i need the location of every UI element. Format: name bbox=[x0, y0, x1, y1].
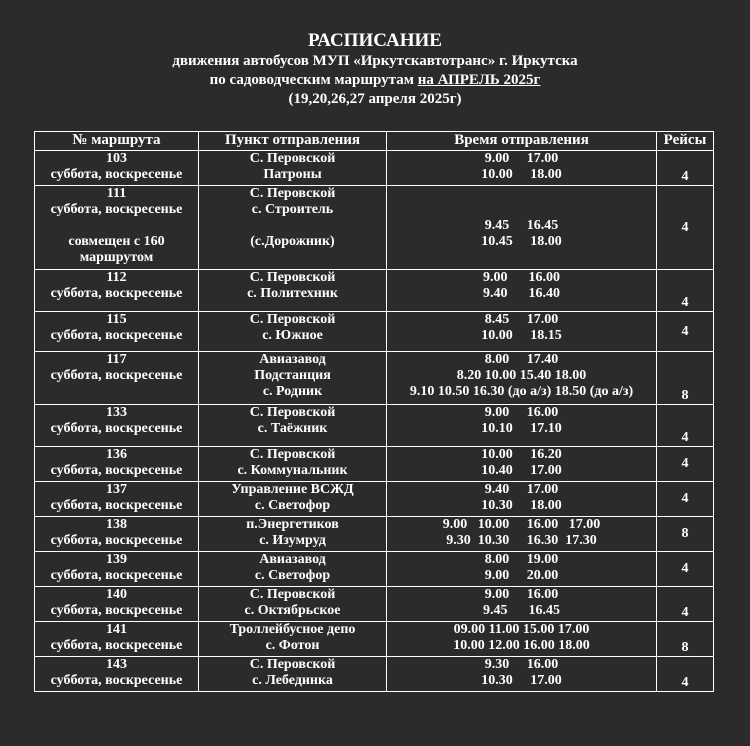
trips-cell: 8 bbox=[657, 352, 714, 405]
route-cell-line: 136 bbox=[106, 447, 127, 462]
table-row bbox=[35, 552, 714, 587]
trips-cell: 8 bbox=[657, 517, 714, 552]
trips-cell: 4 bbox=[657, 186, 714, 270]
departure-time-cell bbox=[387, 447, 657, 482]
departure-time-cell bbox=[387, 151, 657, 186]
route-cell bbox=[35, 270, 199, 312]
departure-point-cell bbox=[199, 186, 387, 270]
departure-time-cell-line: 9.00 20.00 bbox=[484, 568, 559, 583]
departure-point-cell bbox=[199, 622, 387, 657]
departure-point-cell-line: с. Светофор bbox=[254, 568, 331, 583]
departure-time-cell-line: 8.00 19.00 bbox=[484, 552, 559, 567]
departure-time-cell-line: 8.45 17.00 bbox=[484, 312, 559, 327]
route-cell bbox=[35, 587, 199, 622]
schedule-table-body bbox=[35, 151, 714, 692]
departure-point-cell-line: п.Энергетиков bbox=[246, 517, 339, 532]
trips-cell: 4 bbox=[657, 482, 714, 517]
route-cell-line: 133 bbox=[106, 405, 127, 420]
departure-point-cell bbox=[199, 270, 387, 312]
route-cell-line bbox=[37, 218, 196, 234]
column-header-departure-point: Пункт отправления bbox=[199, 132, 387, 151]
route-cell-line: 141 bbox=[106, 622, 127, 637]
departure-point-cell-line: Троллейбусное депо bbox=[229, 622, 356, 637]
departure-point-cell-line: С. Перовской bbox=[249, 270, 336, 285]
departure-time-cell-line: 10.00 16.20 bbox=[481, 447, 562, 462]
departure-time-cell bbox=[387, 312, 657, 352]
departure-point-cell-line: С. Перовской bbox=[249, 151, 336, 166]
route-cell-line: 137 bbox=[106, 482, 127, 497]
departure-point-cell bbox=[199, 352, 387, 405]
subtitle-prefix: по садоводческим маршрутам bbox=[209, 72, 414, 88]
departure-point-cell-line: с. Коммунальник bbox=[237, 463, 348, 478]
route-cell-line: 111 bbox=[106, 186, 127, 201]
departure-time-cell-line: 9.00 16.00 bbox=[483, 270, 560, 285]
table-row bbox=[35, 657, 714, 692]
departure-time-cell-line: 10.30 17.00 bbox=[481, 673, 562, 688]
column-header-route: № маршрута bbox=[35, 132, 199, 151]
departure-time-cell-line: 8.00 17.40 bbox=[484, 352, 559, 367]
trips-cell: 4 bbox=[657, 657, 714, 692]
route-cell-line: суббота, воскресенье bbox=[50, 463, 183, 478]
departure-point-cell bbox=[199, 517, 387, 552]
departure-point-cell-line: с. Фотон bbox=[265, 638, 320, 653]
route-cell bbox=[35, 151, 199, 186]
departure-time-cell bbox=[387, 552, 657, 587]
departure-point-cell-line: Авиазавод bbox=[259, 352, 326, 367]
trips-cell: 4 bbox=[657, 270, 714, 312]
route-cell bbox=[35, 352, 199, 405]
departure-point-cell-line: с. Строитель bbox=[251, 202, 334, 217]
departure-point-cell bbox=[199, 482, 387, 517]
departure-point-cell bbox=[199, 312, 387, 352]
route-cell-line: суббота, воскресенье bbox=[50, 202, 183, 217]
departure-point-cell-line: с. Родник bbox=[262, 384, 323, 399]
route-cell-line: маршрутом bbox=[79, 250, 154, 265]
departure-time-cell bbox=[387, 270, 657, 312]
column-header-departure-time: Время отправления bbox=[387, 132, 657, 151]
column-header-trips: Рейсы bbox=[657, 132, 714, 151]
departure-point-cell-line: с. Лебединка bbox=[252, 673, 333, 688]
trips-cell: 4 bbox=[657, 405, 714, 447]
table-row bbox=[35, 587, 714, 622]
route-cell-line: 112 bbox=[106, 270, 127, 285]
departure-point-cell-line: с. Политехник bbox=[247, 286, 338, 301]
table-row bbox=[35, 151, 714, 186]
departure-time-cell-line: 9.00 16.00 bbox=[484, 405, 559, 420]
route-cell-line: суббота, воскресенье bbox=[50, 533, 183, 548]
departure-time-cell bbox=[387, 657, 657, 692]
departure-time-cell bbox=[387, 482, 657, 517]
departure-time-cell bbox=[387, 405, 657, 447]
departure-point-cell-line: с. Октябрьское bbox=[244, 603, 341, 618]
route-cell bbox=[35, 517, 199, 552]
trips-cell: 4 bbox=[657, 587, 714, 622]
route-cell bbox=[35, 552, 199, 587]
departure-time-cell-line: 9.40 16.40 bbox=[483, 286, 560, 301]
departure-point-cell-line: С. Перовской bbox=[249, 657, 336, 672]
trips-cell: 4 bbox=[657, 447, 714, 482]
departure-time-cell bbox=[387, 517, 657, 552]
departure-time-cell-line: 9.40 17.00 bbox=[484, 482, 559, 497]
departure-time-cell-line: 8.20 10.00 15.40 18.00 bbox=[456, 368, 587, 383]
departure-point-cell-line: Подстанция bbox=[254, 368, 331, 383]
route-cell-line: суббота, воскресенье bbox=[50, 673, 183, 688]
route-cell-line: 115 bbox=[106, 312, 127, 327]
subtitle-dates: (19,20,26,27 апреля 2025г) bbox=[288, 91, 462, 107]
departure-time-cell-line: 9.45 16.45 bbox=[483, 603, 560, 618]
departure-time-cell bbox=[387, 622, 657, 657]
departure-time-cell-line: 9.00 16.00 bbox=[484, 587, 559, 602]
route-cell-line: суббота, воскресенье bbox=[50, 498, 183, 513]
route-cell-line: суббота, воскресенье bbox=[50, 568, 183, 583]
table-row bbox=[35, 405, 714, 447]
table-row bbox=[35, 186, 714, 270]
departure-point-cell bbox=[199, 151, 387, 186]
departure-point-cell-line: Патроны bbox=[263, 167, 322, 182]
route-cell-line: совмещен с 160 bbox=[68, 234, 165, 249]
departure-time-cell-line: 9.30 16.00 bbox=[484, 657, 559, 672]
route-cell bbox=[35, 482, 199, 517]
route-cell-line: 117 bbox=[106, 352, 127, 367]
route-cell-line: суббота, воскресенье bbox=[50, 286, 183, 301]
route-cell-line: 139 bbox=[106, 552, 127, 567]
departure-point-cell-line: с. Светофор bbox=[254, 498, 331, 513]
table-row bbox=[35, 312, 714, 352]
departure-time-cell-line: 10.00 18.15 bbox=[481, 328, 562, 343]
departure-time-cell bbox=[387, 587, 657, 622]
trips-cell: 4 bbox=[657, 552, 714, 587]
table-row bbox=[35, 517, 714, 552]
departure-point-cell bbox=[199, 657, 387, 692]
departure-point-cell bbox=[199, 552, 387, 587]
departure-time-cell-line: 10.30 18.00 bbox=[481, 498, 562, 513]
departure-point-cell bbox=[199, 447, 387, 482]
departure-time-cell-line: 10.45 18.00 bbox=[481, 234, 562, 249]
route-cell-line: суббота, воскресенье bbox=[50, 368, 183, 383]
departure-time-cell-line: 10.00 12.00 16.00 18.00 bbox=[453, 638, 590, 653]
departure-point-cell-line: с. Изумруд bbox=[259, 533, 326, 548]
route-cell bbox=[35, 186, 199, 270]
route-cell bbox=[35, 657, 199, 692]
route-cell-line: 103 bbox=[106, 151, 127, 166]
table-row bbox=[35, 447, 714, 482]
page-title: РАСПИСАНИЕ bbox=[308, 30, 442, 51]
route-cell-line: суббота, воскресенье bbox=[50, 638, 183, 653]
departure-time-cell-line: 9.45 16.45 bbox=[484, 218, 559, 233]
departure-time-cell-line: 10.40 17.00 bbox=[481, 463, 562, 478]
departure-point-cell-line bbox=[201, 218, 384, 234]
departure-time-cell-line bbox=[389, 186, 654, 202]
route-cell-line: 143 bbox=[106, 657, 127, 672]
table-row bbox=[35, 622, 714, 657]
departure-time-cell-line: 10.00 18.00 bbox=[481, 167, 562, 182]
table-row bbox=[35, 482, 714, 517]
departure-point-cell bbox=[199, 405, 387, 447]
departure-point-cell-line: с. Таёжник bbox=[257, 421, 328, 436]
schedule-table bbox=[34, 131, 714, 692]
route-cell bbox=[35, 447, 199, 482]
route-cell-line: суббота, воскресенье bbox=[50, 328, 183, 343]
departure-time-cell-line: 09.00 11.00 15.00 17.00 bbox=[453, 622, 590, 637]
subtitle-line-2 bbox=[0, 71, 750, 90]
route-cell bbox=[35, 622, 199, 657]
subtitle-month: на АПРЕЛЬ 2025г bbox=[417, 72, 541, 88]
route-cell-line: суббота, воскресенье bbox=[50, 603, 183, 618]
trips-cell: 4 bbox=[657, 151, 714, 186]
route-cell-line: суббота, воскресенье bbox=[50, 167, 183, 182]
departure-time-cell-line: 10.10 17.10 bbox=[481, 421, 562, 436]
departure-time-cell-line: 9.10 10.50 16.30 (до а/з) 18.50 (до а/з) bbox=[409, 384, 634, 399]
departure-time-cell-line bbox=[389, 202, 654, 218]
route-cell-line: 140 bbox=[106, 587, 127, 602]
departure-point-cell-line: (с.Дорожник) bbox=[250, 234, 335, 249]
departure-point-cell-line: Авиазавод bbox=[259, 552, 326, 567]
departure-point-cell-line: С. Перовской bbox=[249, 405, 336, 420]
departure-point-cell-line: Управление ВСЖД bbox=[231, 482, 354, 497]
departure-point-cell-line: С. Перовской bbox=[249, 312, 336, 327]
route-cell bbox=[35, 405, 199, 447]
departure-point-cell-line: с. Южное bbox=[262, 328, 323, 343]
route-cell-line: суббота, воскресенье bbox=[50, 421, 183, 436]
departure-time-cell-line: 9.00 17.00 bbox=[484, 151, 559, 166]
route-cell bbox=[35, 312, 199, 352]
departure-time-cell bbox=[387, 186, 657, 270]
departure-point-cell-line: С. Перовской bbox=[249, 447, 336, 462]
departure-time-cell-line: 9.00 10.00 16.00 17.00 bbox=[442, 517, 601, 532]
table-header-row bbox=[35, 132, 714, 151]
departure-point-cell-line: С. Перовской bbox=[249, 186, 336, 201]
departure-point-cell-line: С. Перовской bbox=[249, 587, 336, 602]
departure-point-cell bbox=[199, 587, 387, 622]
table-row bbox=[35, 270, 714, 312]
departure-time-cell bbox=[387, 352, 657, 405]
trips-cell: 4 bbox=[657, 312, 714, 352]
departure-time-cell-line: 9.30 10.30 16.30 17.30 bbox=[446, 533, 597, 548]
schedule-header bbox=[0, 0, 750, 109]
subtitle-line-1: движения автобусов МУП «Иркутскавтотранс» г. Иркутска bbox=[172, 53, 578, 69]
table-row bbox=[35, 352, 714, 405]
trips-cell: 8 bbox=[657, 622, 714, 657]
route-cell-line: 138 bbox=[106, 517, 127, 532]
